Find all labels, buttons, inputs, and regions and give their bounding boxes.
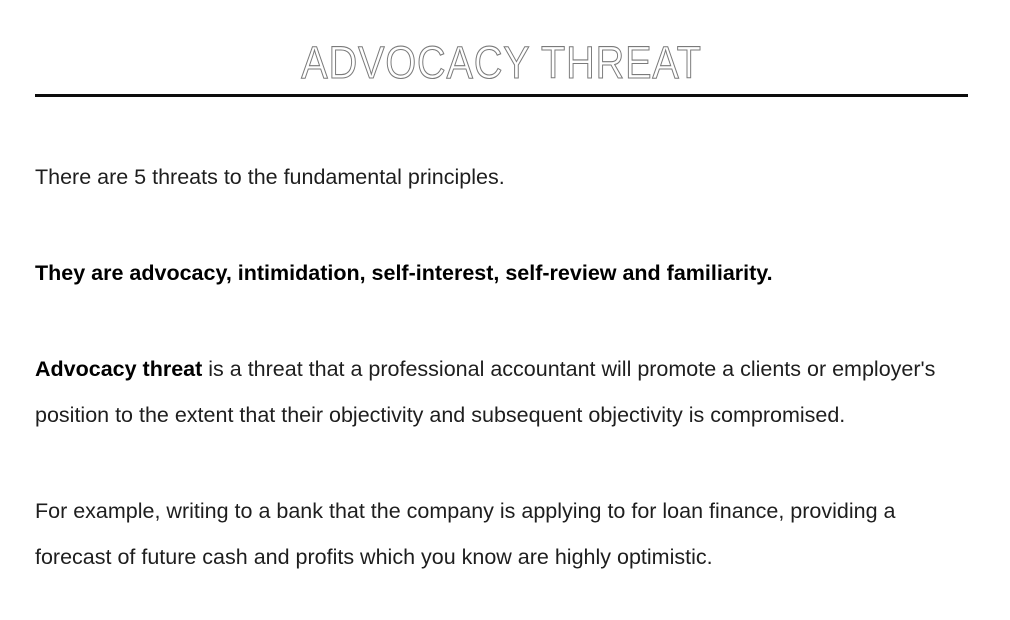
text-line: [35, 346, 968, 392]
text-segment: For example, writing to a bank that the company is applying to for loan finance, providing a: [35, 499, 896, 523]
text-segment: is a threat that a professional accountant will promote a clients or employer's: [202, 357, 936, 381]
document-body: [35, 97, 968, 580]
text-segment: forecast of future cash and profits which you know are highly optimistic.: [35, 545, 713, 569]
paragraph-definition: [35, 346, 968, 438]
text-segment: position to the extent that their objectivity and subsequent objectivity is compromised.: [35, 403, 846, 427]
page-header: [35, 0, 968, 97]
text-segment-bold: Advocacy threat: [35, 357, 203, 381]
text-line: [35, 488, 968, 534]
paragraph-example: [35, 488, 968, 580]
text-segment: There are 5 threats to the fundamental principles.: [35, 165, 505, 189]
text-line: [35, 154, 968, 200]
text-segment-bold: They are advocacy, intimidation, self-interest, self-review and familiarity.: [35, 261, 773, 285]
page-title-text: ADVOCACY THREAT: [301, 37, 702, 88]
paragraph-threat-count: [35, 154, 968, 200]
text-line: [35, 392, 968, 438]
text-line: [35, 534, 968, 580]
text-line: [35, 250, 968, 296]
paragraph-threat-list: [35, 250, 968, 296]
page-title: [35, 37, 968, 88]
